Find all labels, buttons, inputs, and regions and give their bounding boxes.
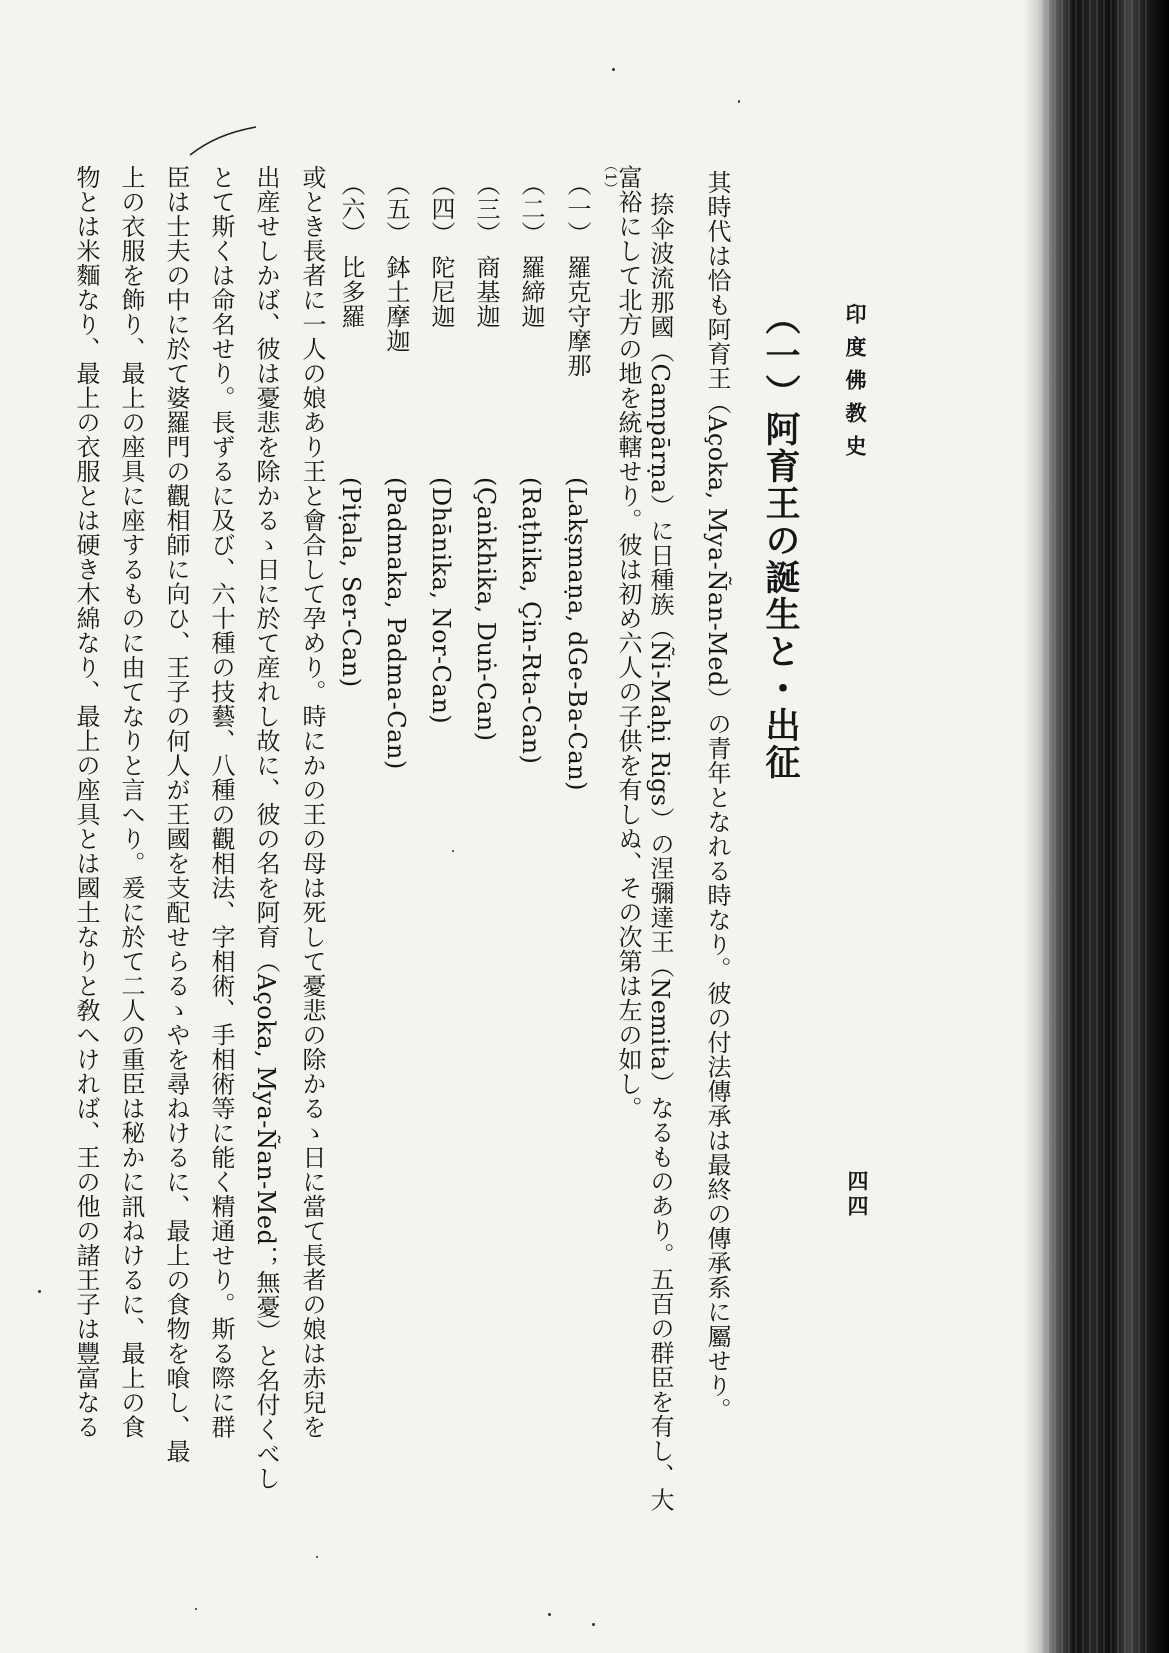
child-name-5: 鉢土摩迦 [382, 255, 410, 353]
child-number-5: （五） [382, 172, 410, 246]
scan-speck [38, 1290, 41, 1293]
narrative-line-1: 或とき長者に一人の娘あり王と會合して孕めり。時にかの王の母は死して憂悲の除かるゝ日に當て長者の娘は赤兒を [298, 165, 326, 1439]
child-romanized-1: (Lakṣmaṇa, dGe-Ba-Can) [563, 477, 591, 791]
child-number-1: （一） [563, 172, 591, 246]
paragraph-line-3: 富裕にして北方の地を統轄せり。彼は初め六人の子供を有しぬ、その次第は左の如し。 [614, 165, 642, 1121]
pen-mark [188, 125, 258, 157]
child-number-2: （二） [517, 172, 545, 246]
child-romanized-4: (Dhānika, Nor-Can) [427, 477, 455, 725]
book-spine-shadow [1024, 0, 1169, 1653]
child-name-2: 羅締迦 [517, 255, 545, 329]
narrative-line-5: 上の衣服を飾り、最上の座具に座するものに由てなりと言へり。爰に於て二人の重臣は秘かに訊ねけるに、最上の食 [117, 165, 145, 1439]
child-name-1: 羅克守摩那 [563, 255, 591, 378]
scan-speck [612, 68, 615, 71]
scan-speck [452, 850, 454, 852]
child-name-4: 陀尼迦 [427, 255, 455, 329]
child-name-6: 比多羅 [337, 255, 365, 329]
page-number: 四四 [845, 1170, 870, 1220]
paragraph-line-1: 其時代は恰も阿育王（Açoka, Mya-Ñan-Med）の青年となれる時なり。彼の付法傳承は最終の傳承系に屬せり。 [703, 170, 731, 1422]
footnote-marker: （1） [602, 158, 618, 197]
narrative-line-6: 物とは米麵なり、最上の衣服とは硬き木綿なり、最上の座具とは國土なりと敎へければ、王の他の諸王子は豐富なる [72, 165, 100, 1439]
child-romanized-5: (Padmaka, Padma-Can) [382, 477, 410, 770]
narrative-line-2: 出産せしかば、彼は憂悲を除かるゝ日に於て産れし故に、彼の名を阿育（Açoka, Mya-Ñan-Med；無憂）と名付くべし [252, 165, 280, 1491]
child-romanized-2: (Raṭhika, Çin-Rta-Can) [517, 477, 545, 765]
narrative-line-3: とて斯くは命名せり。長ずるに及び、六十種の技藝、八種の觀相法、字相術、手相術等に能く精通せり。斯る際に群 [207, 165, 235, 1439]
child-name-3: 商基迦 [472, 255, 500, 329]
scan-speck [195, 1608, 197, 1610]
paragraph-line-2: 捺伞波流那國（Campārṇa）に日種族（Ñi-Maḥi Rigs）の涅彌達王（Nemita）なるものあり。五百の群臣を有し、大 [646, 192, 674, 1512]
child-romanized-6: (Piṭala, Ser-Can) [337, 477, 365, 688]
narrative-line-4: 臣は士夫の中に於て婆羅門の觀相師に向ひ、王子の何人が王國を支配せらるゝやを尋ねけるに、最上の食物を喰し、最 [162, 165, 190, 1464]
section-title: （一）阿育王の誕生と・出征 [760, 300, 801, 781]
child-number-6: （六） [337, 172, 365, 246]
running-header: 印度佛教史 [843, 303, 868, 468]
child-number-4: （四） [427, 172, 455, 246]
child-romanized-3: (Çaṅkhika, Duṅ-Can) [472, 477, 500, 742]
child-number-3: （三） [472, 172, 500, 246]
scan-speck [738, 100, 740, 103]
scan-speck [592, 1623, 595, 1626]
scan-speck [316, 1556, 318, 1558]
scan-speck [548, 1613, 551, 1616]
